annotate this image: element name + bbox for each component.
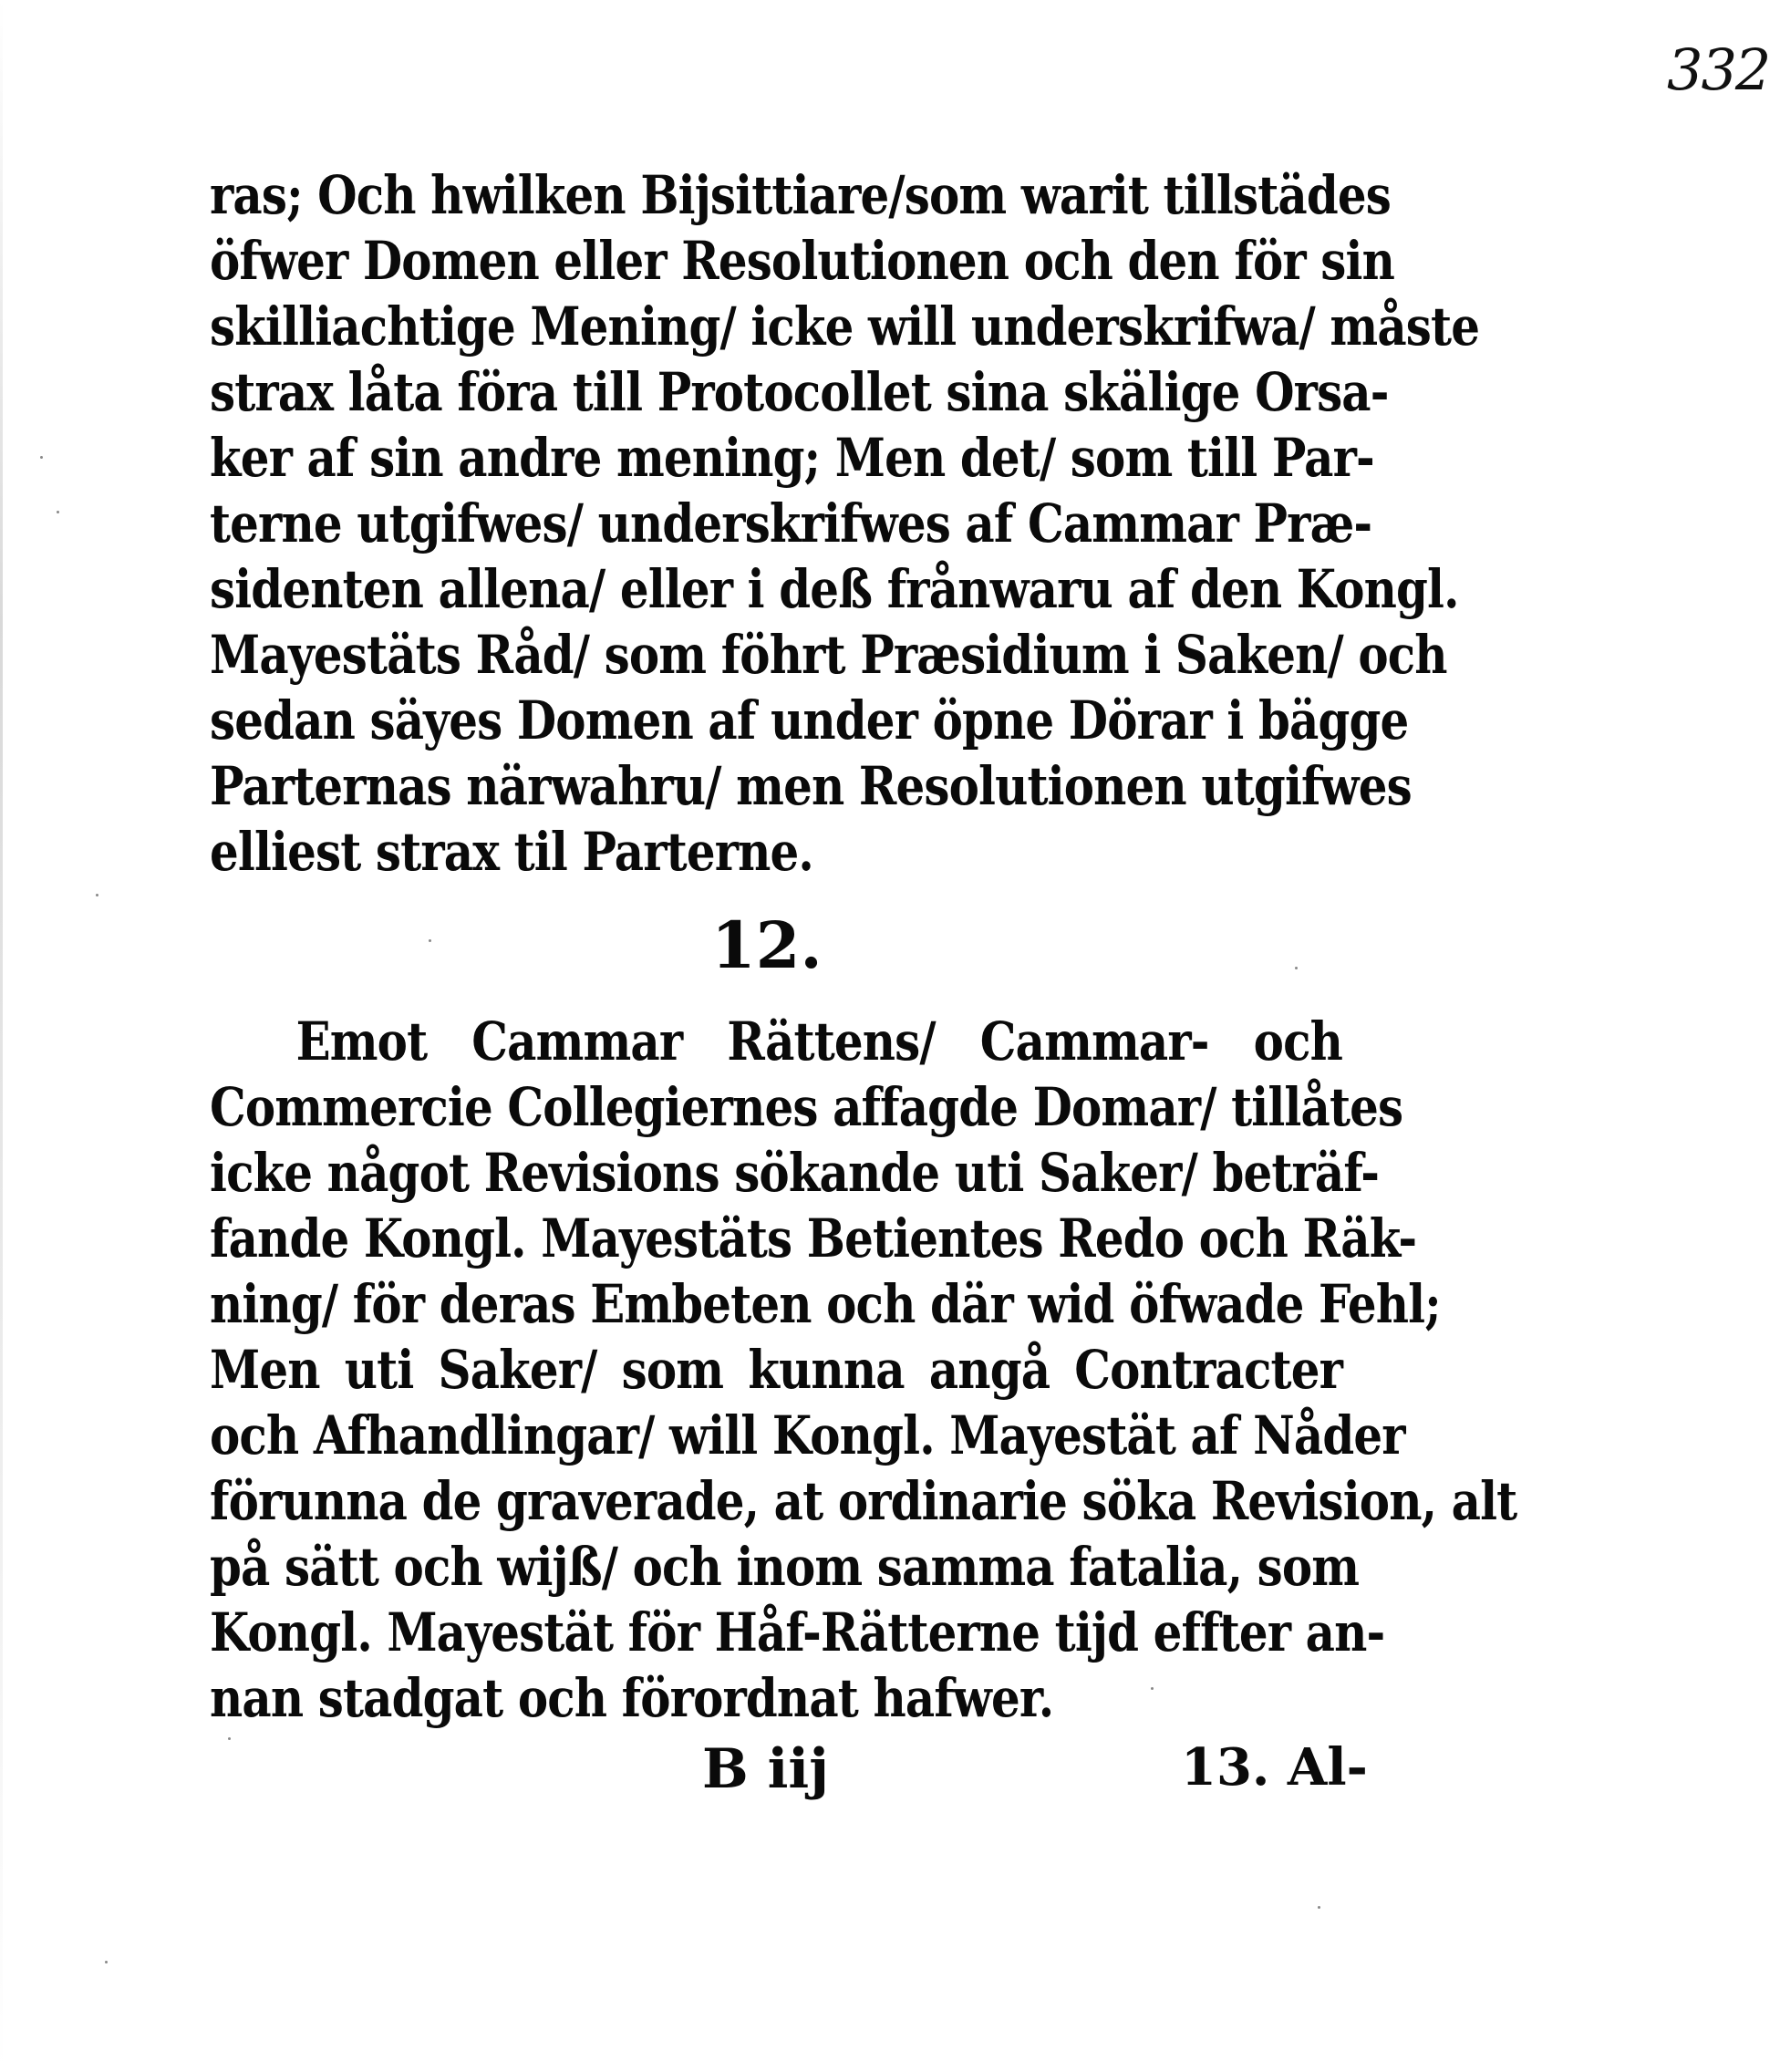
- text-line: Mayestäts Råd/ som föhrt Præsidium i Saken/ och: [210, 624, 1447, 686]
- section-number: 12.: [711, 907, 823, 983]
- paper-speck: [429, 939, 431, 942]
- signature-mark: B iij: [702, 1737, 829, 1801]
- paper-speck: [228, 1737, 231, 1740]
- paper-speck: [1295, 967, 1298, 969]
- paper-speck: [40, 456, 43, 459]
- text-line: terne utgifwes/ underskrifwes af Cammar Præ-: [210, 492, 1372, 554]
- text-line: sidenten allena/ eller i deß frånwaru af den Kongl.: [210, 558, 1459, 620]
- text-line: förunna de graverade, at ordinarie söka Revision, alt: [210, 1470, 1517, 1532]
- text-line: Men uti Saker/ som kunna angå Contracter: [210, 1339, 1343, 1401]
- text-line: icke något Revisions sökande uti Saker/ beträf-: [210, 1142, 1380, 1204]
- paragraph-1: [210, 162, 1480, 885]
- text-line: ker af sin andre mening; Men det/ som till Par-: [210, 427, 1374, 489]
- paper-speck: [105, 1961, 108, 1963]
- page-number: 332: [1667, 36, 1770, 103]
- text-line: Commercie Collegiernes affagde Domar/ tillåtes: [210, 1076, 1403, 1138]
- text-line: och Afhandlingar/ will Kongl. Mayestät af Nåder: [210, 1404, 1405, 1466]
- page-left-edge: [0, 0, 3, 2072]
- text-line: sedan säyes Domen af under öpne Dörar i bägge: [210, 689, 1409, 751]
- paper-speck: [1318, 1906, 1320, 1909]
- text-line: Parternas närwahru/ men Resolutionen utgifwes: [210, 755, 1412, 817]
- text-line: på sätt och wijß/ och inom samma fatalia, som: [210, 1536, 1360, 1598]
- paragraph-2: [210, 1009, 1517, 1731]
- text-line: skilliachtige Mening/ icke will underskrifwa/ måste: [210, 295, 1480, 357]
- text-line-first: Emot Cammar Rättens/ Cammar- och: [295, 1010, 1343, 1072]
- text-line-last: nan stadgat och förordnat hafwer.: [210, 1667, 1054, 1729]
- catchword: 13. Al-: [1181, 1737, 1368, 1797]
- text-line: öfwer Domen eller Resolutionen och den för sin: [210, 230, 1395, 292]
- text-line: ras; Och hwilken Bijsittiare/som warit tillstädes: [210, 164, 1391, 226]
- paper-speck: [57, 511, 59, 513]
- paper-speck: [96, 894, 98, 896]
- text-line: fande Kongl. Mayestäts Betientes Redo och Räk-: [210, 1207, 1417, 1269]
- text-line-last: elliest strax til Parterne.: [210, 821, 813, 883]
- paper-speck: [1151, 1687, 1154, 1690]
- text-line: strax låta föra till Protocollet sina skälige Orsa-: [210, 361, 1389, 423]
- text-line: ning/ för deras Embeten och där wid öfwade Fehl;: [210, 1273, 1441, 1335]
- text-line: Kongl. Mayestät för Håf-Rätterne tijd effter an-: [210, 1601, 1385, 1663]
